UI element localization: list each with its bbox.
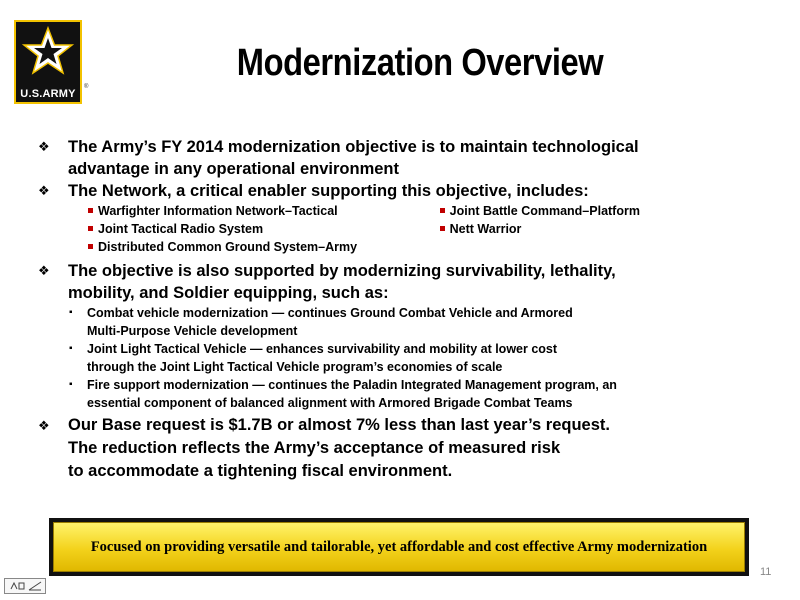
equipping-line: Joint Light Tactical Vehicle — enhances survivability and mobility at lower cost: [87, 342, 558, 356]
equipping-item: [36, 376, 736, 412]
network-item: [440, 202, 736, 220]
network-list: [36, 202, 736, 256]
network-item-label: Joint Tactical Radio System: [98, 222, 264, 236]
registered-mark: ®: [84, 84, 89, 90]
square-bullet-icon: [88, 208, 93, 213]
slide-content: [36, 136, 736, 483]
bullet-line: The Network, a critical enabler supporting this objective, includes:: [68, 182, 589, 200]
network-item: [440, 220, 736, 238]
small-bullet-icon: ▪: [69, 343, 73, 354]
equipping-item: [36, 340, 736, 376]
page-number: 11: [760, 566, 772, 578]
bullet-line: The Army’s FY 2014 modernization objective is to maintain technological: [68, 138, 639, 156]
equipping-line: essential component of balanced alignment with Armored Brigade Combat Teams: [87, 396, 573, 410]
bullet-objective: [36, 136, 736, 180]
diamond-bullet-icon: ❖: [38, 418, 50, 433]
square-bullet-icon: [88, 244, 93, 249]
network-item: [88, 238, 440, 256]
summary-banner-text: Focused on providing versatile and tailorable, yet affordable and cost effective Army modernization: [90, 538, 708, 555]
bullet-line: The reduction reflects the Army’s acceptance of measured risk: [68, 439, 561, 457]
small-bullet-icon: ▪: [69, 379, 73, 390]
diamond-bullet-icon: ❖: [38, 139, 50, 154]
army-logo: [14, 20, 82, 104]
network-item-label: Joint Battle Command–Platform: [449, 204, 640, 218]
network-list-left: [88, 202, 440, 256]
diamond-bullet-icon: ❖: [38, 263, 50, 278]
equipping-item: [36, 304, 736, 340]
summary-banner: [49, 518, 749, 576]
equipping-line: Multi-Purpose Vehicle development: [87, 324, 298, 338]
bullet-line: advantage in any operational environment: [68, 160, 399, 178]
network-item-label: Nett Warrior: [449, 222, 522, 236]
bullet-line: The objective is also supported by modernizing survivability, lethality,: [68, 262, 616, 280]
bullet-network: [36, 180, 736, 202]
equipping-line: Combat vehicle modernization — continues Ground Combat Vehicle and Armored: [87, 306, 573, 320]
bullet-line: Our Base request is $1.7B or almost 7% less than last year’s request.: [68, 416, 610, 434]
network-item-label: Distributed Common Ground System–Army: [98, 240, 358, 254]
summary-banner-inner: [53, 522, 745, 572]
slide-navigation-icon[interactable]: [4, 578, 46, 594]
network-item: [88, 202, 440, 220]
logo-text: U.S.ARMY: [20, 88, 76, 100]
bullet-line: to accommodate a tightening fiscal environment.: [68, 462, 453, 480]
equipping-line: through the Joint Light Tactical Vehicle program’s economies of scale: [87, 360, 503, 374]
small-bullet-icon: ▪: [69, 307, 73, 318]
square-bullet-icon: [88, 226, 93, 231]
bullet-base-request: [36, 414, 736, 483]
square-bullet-icon: [440, 226, 445, 231]
network-list-right: [440, 202, 736, 256]
network-item: [88, 220, 440, 238]
network-item-label: Warfighter Information Network–Tactical: [98, 204, 338, 218]
army-star-icon: [16, 22, 80, 80]
bullet-survivability: [36, 260, 736, 304]
square-bullet-icon: [440, 208, 445, 213]
bullet-line: mobility, and Soldier equipping, such as:: [68, 284, 389, 302]
diamond-bullet-icon: ❖: [38, 183, 50, 198]
equipping-line: Fire support modernization — continues the Paladin Integrated Management program, an: [87, 378, 617, 392]
slide-title: Modernization Overview: [236, 42, 604, 84]
